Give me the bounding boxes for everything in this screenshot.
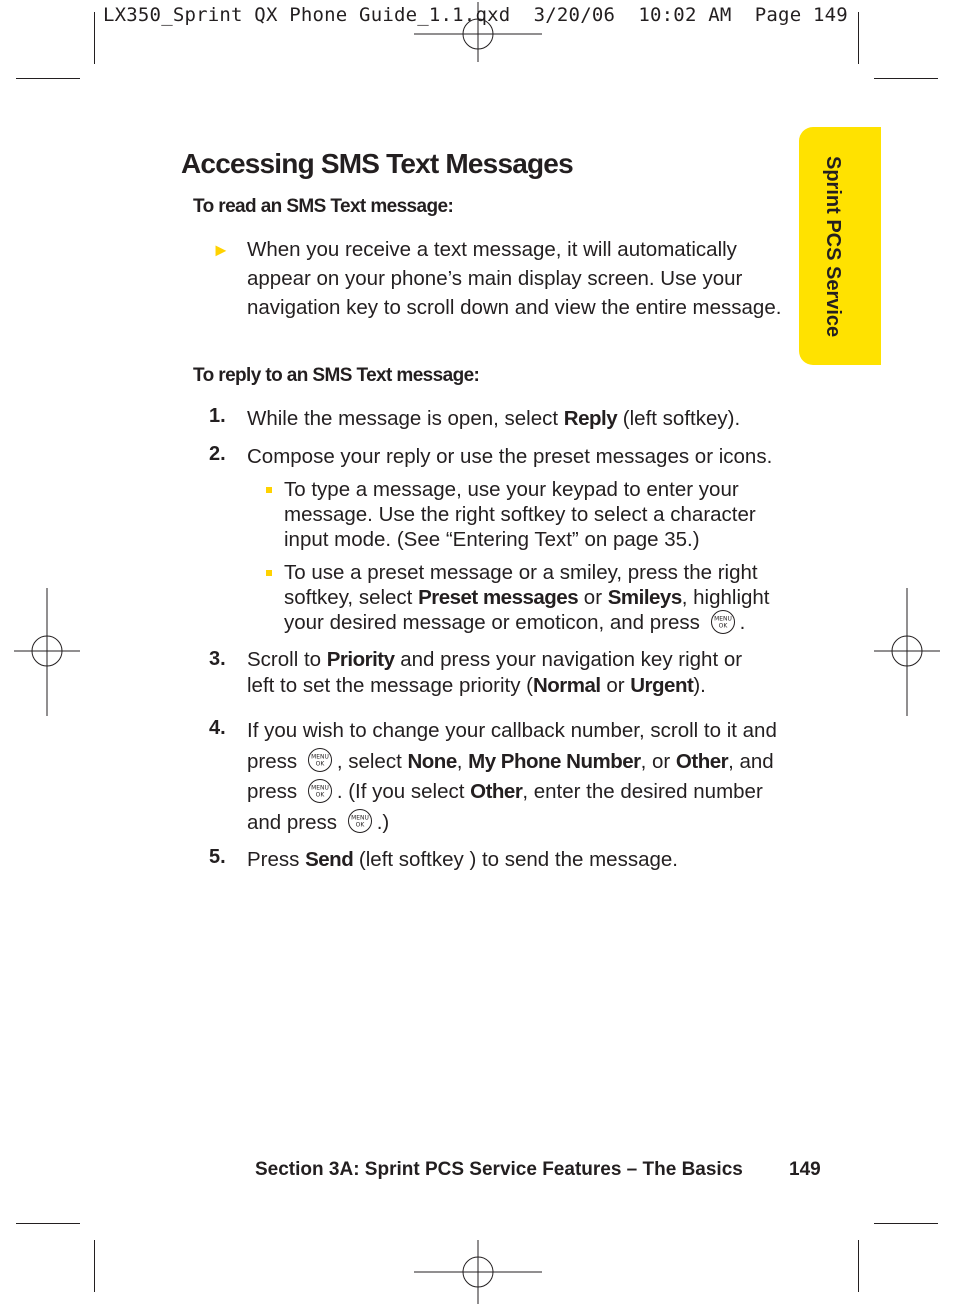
footer-section-title: Section 3A: Sprint PCS Service Features – The Basics (255, 1159, 743, 1180)
svg-text:MENU: MENU (350, 814, 369, 822)
svg-text:MENU: MENU (713, 615, 732, 623)
crop-mark (94, 12, 95, 64)
reply-heading: To reply to an SMS Text message: (193, 365, 480, 386)
registration-mark-icon (414, 2, 542, 62)
menu-ok-key-icon (710, 609, 736, 635)
page-title: Accessing SMS Text Messages (181, 148, 573, 179)
step-number: 3. (209, 648, 226, 670)
svg-text:OK: OK (718, 622, 727, 630)
square-bullet-icon (266, 570, 272, 576)
menu-ok-key-icon (347, 808, 373, 834)
step-text: Compose your reply or use the preset messages or icons. (247, 445, 773, 468)
step-number: 1. (209, 405, 226, 427)
svg-text:OK: OK (315, 760, 325, 768)
read-instruction: When you receive a text message, it will automatically appear on your phone’s main display screen. Use your navigation key to scroll down and view the entire message. (247, 238, 782, 319)
square-bullet-icon (266, 487, 272, 493)
step-number: 5. (209, 846, 226, 868)
crop-mark (874, 78, 938, 79)
crop-mark (858, 1240, 859, 1292)
crop-mark (858, 12, 859, 64)
step-text: Press Send (left softkey ) to send the message. (247, 848, 678, 871)
menu-ok-key-icon (307, 778, 333, 804)
sub-bullet-text: To type a message, use your keypad to enter your message. Use the right softkey to select a character input mode. (See “Entering Text” on page 35.) (284, 478, 756, 551)
registration-mark-icon (874, 588, 940, 716)
read-heading: To read an SMS Text message: (193, 196, 454, 217)
menu-ok-key-icon (307, 747, 333, 773)
step-number: 4. (209, 717, 226, 739)
registration-mark-icon (14, 588, 80, 716)
crop-mark (16, 1223, 80, 1224)
crop-mark (874, 1223, 938, 1224)
registration-mark-icon (414, 1240, 542, 1304)
svg-text:OK: OK (355, 821, 365, 829)
sub-bullet-text: To use a preset message or a smiley, press the right softkey, select Preset messages or Smileys, highlight your desired message or emoticon, and press MENU OK . (284, 561, 770, 634)
slug-line: LX350_Sprint QX Phone Guide_1.1.qxd 3/20/06 10:02 AM Page 149 (103, 4, 848, 26)
step-text: If you wish to change your callback number, scroll to it and press MENU OK , select None, My Phone Number, or Other, and press MENU OK . (If you select Other, enter the desired number and press MENU OK .) (247, 719, 777, 834)
step-number: 2. (209, 443, 226, 465)
step-text: While the message is open, select Reply (left softkey). (247, 407, 741, 430)
side-tab-label: Sprint PCS Service (822, 156, 844, 338)
arrow-bullet-icon: ► (212, 240, 230, 260)
svg-text:MENU: MENU (310, 753, 329, 761)
crop-mark (16, 78, 80, 79)
crop-mark (94, 1240, 95, 1292)
svg-text:OK: OK (315, 791, 325, 799)
svg-text:MENU: MENU (310, 784, 329, 792)
page-number: 149 (789, 1159, 821, 1180)
step-text: Scroll to Priority and press your navigation key right or left to set the message priority (Normal or Urgent). (247, 648, 743, 697)
